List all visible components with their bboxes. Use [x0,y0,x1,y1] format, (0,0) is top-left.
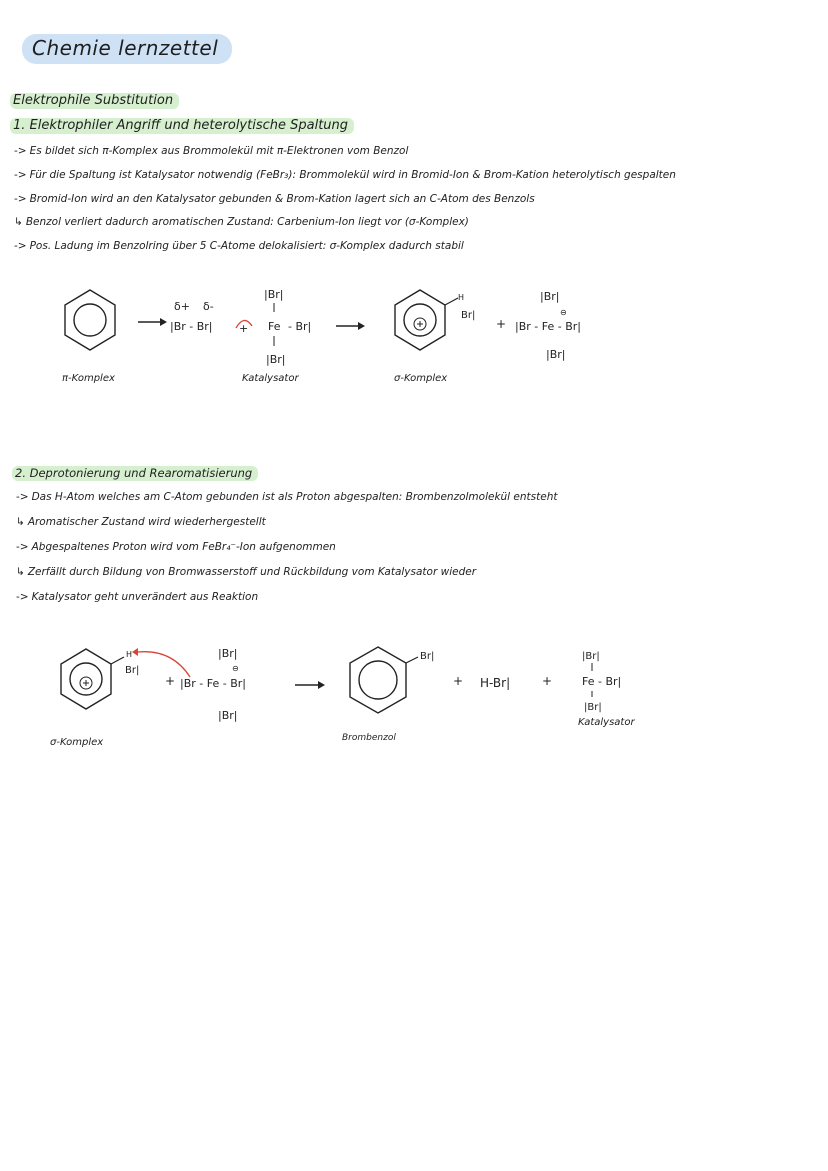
plus-sign-5: + [542,674,553,688]
line-prefix: -> [14,169,27,181]
benzene-ring-sigma-complex [395,290,458,350]
katalysator-label-1: Katalysator [242,373,299,384]
line-text: Katalysator geht unverändert aus Reaktion [31,591,259,603]
section2-line-3 [16,541,336,553]
section1-line-4 [14,216,469,228]
line-prefix: -> [14,193,27,205]
brombenzol-label: Brombenzol [342,733,396,743]
line-prefix: -> [16,541,29,553]
katalysator-label-2: Katalysator [578,717,635,728]
section2-line-2 [16,516,266,528]
line-prefix: -> [16,491,29,503]
proton-transfer-arrow-icon [138,652,190,677]
sigma2-br-substituent: Br| [125,665,140,676]
sigma-br-substituent: Br| [461,310,476,321]
catalyst-br-bottom: |Br| [584,702,602,713]
line-text: Zerfällt durch Bildung von Bromwasserstoff und Rückbildung vom Katalysator wieder [27,566,477,578]
reaction-diagram-2 [0,635,828,755]
section1-heading-text: 1. Elektrophiler Angriff und heterolytische Spaltung [10,118,354,134]
benzene-ring-sigma-complex-2 [61,649,124,709]
line-prefix: -> [16,591,29,603]
febr3-br-right: - Br| [288,320,312,333]
sigma-complex-label-2: σ-Komplex [50,737,104,748]
febr3-fe: Fe [268,320,281,333]
line-text: Aromatischer Zustand wird wiederhergestellt [27,516,266,528]
reaction-diagram-1 [0,270,828,400]
febr4-charge: ⊖ [560,308,567,317]
main-heading [10,93,179,108]
section2-heading [12,466,258,480]
proton-arrowhead-icon [132,648,138,656]
section2-line-1 [16,491,558,503]
line-prefix: ↳ [16,566,25,578]
line-prefix: ↳ [16,516,25,528]
febr4-2-middle: |Br - Fe - Br| [180,677,246,690]
delta-minus: δ- [203,300,214,313]
main-heading-text: Elektrophile Substitution [10,93,179,109]
line-text: Für die Spaltung ist Katalysator notwendig (FeBr₃): Brommolekül wird in Bromid-Ion & Brom-Kation heterolytisch gespalten [29,169,676,181]
hydrogen-bromide: H-Br| [480,676,511,690]
brombenzol-br: Br| [420,651,435,662]
line-prefix: -> [14,240,27,252]
line-prefix: ↳ [14,216,23,228]
reaction-arrow-icon [336,322,365,330]
bromine-molecule: |Br - Br| [170,320,213,333]
section1-line-3 [14,193,535,205]
febr4-br-bottom: |Br| [546,348,566,361]
page-title: Chemie lernzettel [22,34,232,64]
plus-sign-1: + [239,322,249,335]
catalyst-br-top: |Br| [582,651,600,662]
febr3-br-top: |Br| [264,288,284,301]
febr4-2-br-bottom: |Br| [218,709,238,722]
section1-line-5 [14,240,464,252]
plus-sign-3: + [165,674,176,688]
plus-sign-2: + [496,317,507,331]
section1-line-1 [14,145,408,157]
section2-line-4 [16,566,476,578]
febr4-middle: |Br - Fe - Br| [515,320,581,333]
sigma-complex-label-1: σ-Komplex [394,373,448,384]
line-text: Benzol verliert dadurch aromatischen Zustand: Carbenium-Ion liegt vor (σ-Komplex) [25,216,469,228]
febr4-br-top: |Br| [540,290,560,303]
delta-plus: δ+ [174,300,190,313]
section2-line-5 [16,591,258,603]
section1-heading [10,118,354,133]
line-text: Abgespaltenes Proton wird vom FeBr₄⁻-Ion aufgenommen [31,541,336,553]
line-text: Bromid-Ion wird an den Katalysator gebunden & Brom-Kation lagert sich an C-Atom des Benzols [29,193,535,205]
line-text: Das H-Atom welches am C-Atom gebunden ist als Proton abgespalten: Brombenzolmolekül entsteht [31,491,558,503]
pi-complex-label: π-Komplex [62,373,115,384]
line-text: Es bildet sich π-Komplex aus Brommolekül mit π-Elektronen vom Benzol [29,145,409,157]
febr4-2-charge: ⊖ [232,664,239,673]
febr4-2-br-top: |Br| [218,647,238,660]
catalyst-middle: Fe - Br| [582,675,622,688]
line-prefix: -> [14,145,27,157]
febr3-br-bottom: |Br| [266,353,286,366]
reaction-arrow-icon [138,318,167,326]
plus-sign-4: + [453,674,464,688]
benzene-ring-pi-complex [65,290,115,350]
sigma-h-atom: H [458,293,465,302]
line-text: Pos. Ladung im Benzolring über 5 C-Atome delokalisiert: σ-Komplex dadurch stabil [29,240,464,252]
section1-line-2 [14,169,676,181]
section2-heading-text: 2. Deprotonierung und Rearomatisierung [12,466,258,481]
reaction-arrow-icon [295,681,325,689]
benzene-ring-brombenzol [350,647,418,713]
sigma2-h-atom: H [126,650,133,659]
